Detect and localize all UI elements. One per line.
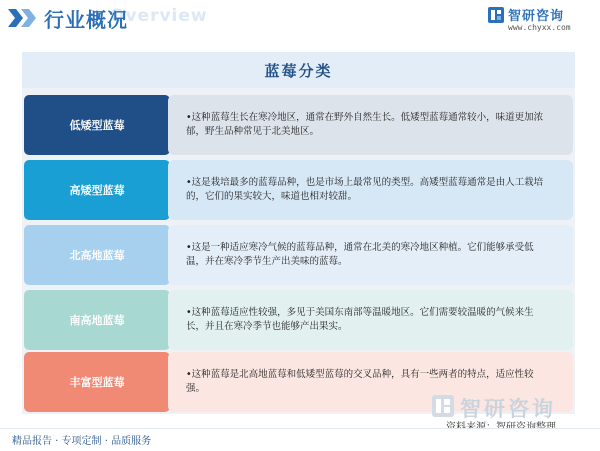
category-description [168,160,573,220]
brand-name: 智研咨询 [508,9,565,24]
category-label: 北高地蓝莓 [24,225,170,285]
category-description [168,95,573,155]
panel-title: 蓝莓分类 [264,62,333,80]
category-label: 低矮型蓝莓 [24,95,170,155]
footer [0,428,600,451]
category-row [24,160,575,220]
watermark-brand-icon [432,395,454,417]
double-chevron-icon [8,9,38,27]
description-text: •这种蓝莓生长在寒冷地区，通常在野外自然生长。低矮型蓝莓通常较小，味道更加浓郁，野生品种常见于北美地区。 [186,112,544,137]
page-title: 行业概况 [44,8,128,32]
category-row [24,95,575,155]
header [0,0,600,38]
brand-url: www.chyxx.com [508,23,571,32]
panel-title-bar [22,52,575,88]
brand-icon [488,7,504,23]
footer-tagline: 精品报告 · 专项定制 · 品质服务 [12,436,152,447]
category-description [168,290,573,350]
category-label: 丰富型蓝莓 [24,352,170,412]
category-label: 南高地蓝莓 [24,290,170,350]
brand-logo [488,5,598,35]
footer-divider [0,428,600,429]
category-label: 高矮型蓝莓 [24,160,170,220]
category-row [24,290,575,350]
header-bg-text: Overview [110,6,208,26]
description-text: •这种蓝莓是北高地蓝莓和低矮型蓝莓的交叉品种，具有一些两者的特点，适应性较强。 [186,369,534,394]
description-text: •这是一种适应寒冷气候的蓝莓品种，通常在北美的寒冷地区种植。它们能够承受低温，并在寒冷季节生产出美味的蓝莓。 [186,242,534,267]
description-text: •这种蓝莓适应性较强，多见于美国东南部等温暖地区。它们需要较温暖的气候来生长，并且在寒冷季节也能够产出果实。 [186,307,534,332]
watermark-name: 智研咨询 [460,397,556,421]
description-text: •这是栽培最多的蓝莓品种，也是市场上最常见的类型。高矮型蓝莓通常是由人工栽培的，它们的果实较大，味道也相对较甜。 [186,177,544,202]
category-description [168,225,573,285]
category-row [24,225,575,285]
